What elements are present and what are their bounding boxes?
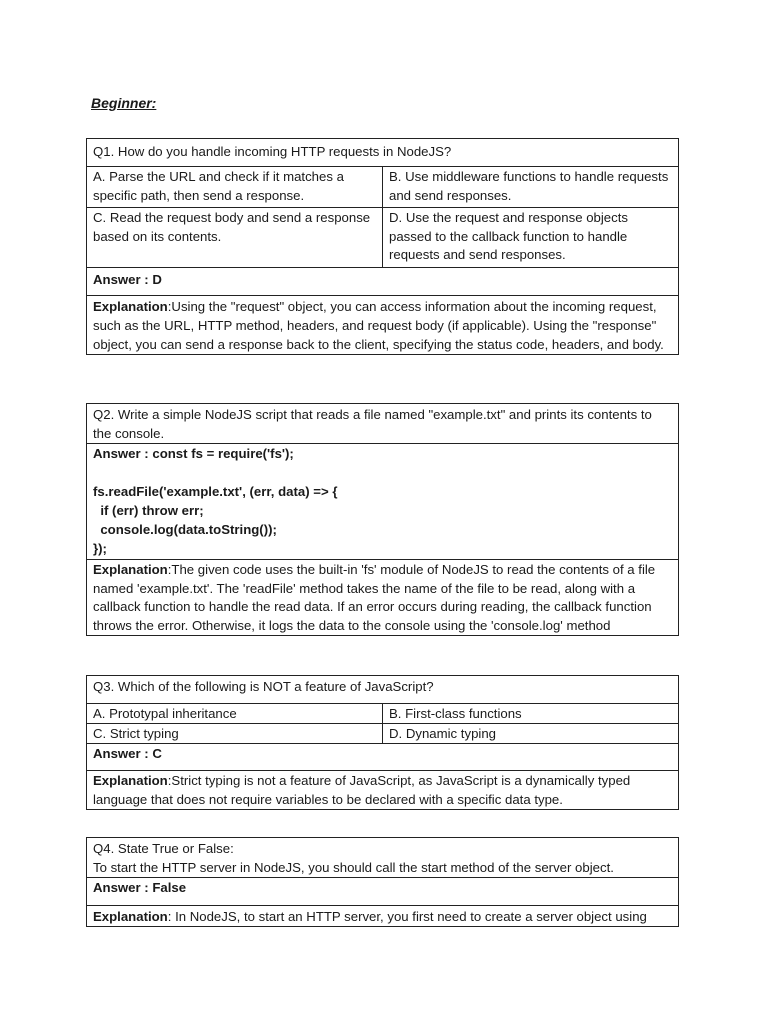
q4-explanation-text: : In NodeJS, to start an HTTP server, you first need to create a server object using	[167, 909, 647, 924]
q3-explanation	[87, 771, 679, 810]
question-4-table	[86, 837, 679, 927]
q3-option-d: D. Dynamic typing	[383, 724, 679, 744]
q1-option-d: D. Use the request and response objects passed to the callback function to handle requests and send responses.	[383, 208, 679, 268]
q1-explanation	[87, 295, 679, 354]
q1-option-b: B. Use middleware functions to handle requests and send responses.	[383, 167, 679, 208]
q4-answer: Answer : False	[87, 878, 679, 906]
q2-question: Q2. Write a simple NodeJS script that reads a file named "example.txt" and prints its contents to the console.	[87, 404, 679, 444]
q3-question: Q3. Which of the following is NOT a feature of JavaScript?	[87, 676, 679, 704]
q1-option-c: C. Read the request body and send a response based on its contents.	[87, 208, 383, 268]
q1-option-a: A. Parse the URL and check if it matches a specific path, then send a response.	[87, 167, 383, 208]
q3-option-a: A. Prototypal inheritance	[87, 704, 383, 724]
q3-option-b: B. First-class functions	[383, 704, 679, 724]
q3-explanation-text: :Strict typing is not a feature of JavaScript, as JavaScript is a dynamically typed language that does not require variables to be declared with a specific data type.	[93, 773, 631, 807]
q4-question-line1: Q4. State True or False:	[93, 841, 234, 856]
q2-explanation-label: Explanation	[93, 562, 168, 577]
q3-explanation-label: Explanation	[93, 773, 168, 788]
q3-option-c: C. Strict typing	[87, 724, 383, 744]
q2-explanation	[87, 560, 679, 636]
q2-answer-code: Answer : const fs = require('fs'); fs.readFile('example.txt', (err, data) => { if (err) throw err; console.log(data.toString()); });	[87, 444, 679, 560]
q4-question-line2: To start the HTTP server in NodeJS, you should call the start method of the server object.	[93, 860, 614, 875]
q1-answer: Answer : D	[87, 267, 679, 295]
q1-question: Q1. How do you handle incoming HTTP requests in NodeJS?	[87, 139, 679, 167]
question-1-table	[86, 138, 679, 355]
q4-question	[87, 838, 679, 878]
q4-explanation	[87, 906, 679, 927]
q3-answer: Answer : C	[87, 744, 679, 771]
question-2-table	[86, 403, 679, 636]
q4-explanation-label: Explanation	[93, 909, 168, 924]
q1-explanation-label: Explanation	[93, 298, 168, 314]
question-3-table	[86, 675, 679, 810]
section-heading: Beginner:	[91, 95, 157, 111]
q1-explanation-text: :Using the "request" object, you can access information about the incoming request, such as the URL, HTTP method, headers, and request body (if applicable). Using the "response" object, you can send a response back to the client, specifying the status code, headers, and body.	[93, 298, 664, 352]
q2-explanation-text: :The given code uses the built-in 'fs' module of NodeJS to read the contents of a file named 'example.txt'. The 'readFile' method takes the name of the file to be read, along with a callback function to handle the read data. If an error occurs during reading, the callback function throws the error. Otherwise, it logs the data to the console using the 'console.log' method	[93, 562, 656, 633]
